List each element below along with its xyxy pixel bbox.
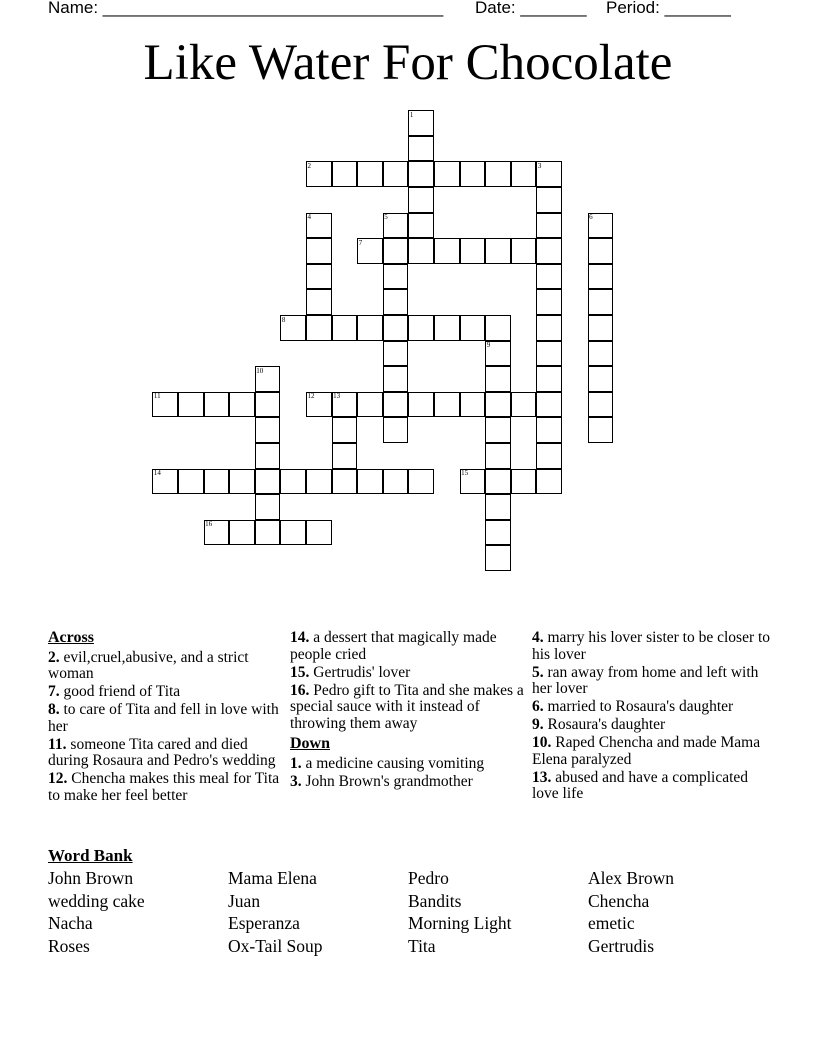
grid-cell[interactable] bbox=[460, 238, 486, 264]
clue-across-11: 11. someone Tita cared and died during Rosaura and Pedro's wedding bbox=[48, 735, 276, 769]
clue-number-label: 8 bbox=[281, 315, 286, 324]
clue-across-8: 8. to care of Tita and fell in love with her bbox=[48, 701, 279, 735]
grid-cell[interactable] bbox=[485, 315, 511, 341]
grid-cell[interactable] bbox=[485, 366, 511, 392]
grid-cell[interactable] bbox=[255, 392, 281, 418]
grid-cell[interactable] bbox=[178, 469, 204, 495]
grid-cell[interactable] bbox=[408, 238, 434, 264]
grid-cell[interactable] bbox=[280, 469, 306, 495]
clue-across-14: 14. a dessert that magically made people cried bbox=[290, 629, 497, 663]
grid-cell[interactable] bbox=[511, 238, 537, 264]
name-field-label: Name: ____________________________________ bbox=[48, 0, 444, 17]
grid-cell[interactable] bbox=[434, 238, 460, 264]
grid-cell[interactable] bbox=[306, 315, 332, 341]
grid-cell[interactable] bbox=[229, 392, 255, 418]
period-field-label: Period: _______ bbox=[606, 0, 731, 17]
grid-cell[interactable] bbox=[536, 315, 562, 341]
grid-cell[interactable] bbox=[588, 289, 614, 315]
grid-cell[interactable] bbox=[383, 469, 409, 495]
grid-cell[interactable] bbox=[536, 238, 562, 264]
grid-cell[interactable] bbox=[357, 469, 383, 495]
grid-cell[interactable] bbox=[306, 238, 332, 264]
down-heading: Down bbox=[290, 735, 331, 752]
word-bank-word: Bandits bbox=[408, 891, 462, 911]
grid-cell[interactable] bbox=[178, 392, 204, 418]
grid-cell[interactable] bbox=[383, 315, 409, 341]
grid-cell[interactable] bbox=[536, 289, 562, 315]
grid-cell[interactable] bbox=[588, 417, 614, 443]
grid-cell[interactable] bbox=[460, 161, 486, 187]
clue-across-12: 12. Chencha makes this meal for Tita to make her feel better bbox=[48, 770, 280, 804]
clues-column-3 bbox=[532, 630, 772, 804]
grid-cell[interactable] bbox=[536, 264, 562, 290]
grid-cell[interactable] bbox=[408, 187, 434, 213]
grid-cell[interactable] bbox=[536, 213, 562, 239]
clue-down-1: 1. a medicine causing vomiting bbox=[290, 754, 485, 772]
clue-down-3: 3. John Brown's grandmother bbox=[290, 772, 473, 790]
word-bank-word: Ox-Tail Soup bbox=[228, 936, 323, 956]
grid-cell[interactable] bbox=[536, 443, 562, 469]
word-bank-word: emetic bbox=[588, 913, 635, 933]
grid-cell[interactable] bbox=[255, 417, 281, 443]
grid-cell[interactable] bbox=[383, 238, 409, 264]
clue-number-label: 5 bbox=[384, 213, 388, 222]
across-heading: Across bbox=[48, 629, 94, 646]
clue-number-label: 11 bbox=[153, 392, 161, 401]
grid-cell[interactable] bbox=[383, 392, 409, 418]
grid-cell[interactable] bbox=[485, 417, 511, 443]
grid-cell[interactable] bbox=[485, 443, 511, 469]
clue-number-label: 13 bbox=[333, 392, 341, 401]
grid-cell[interactable] bbox=[588, 341, 614, 367]
grid-cell[interactable] bbox=[408, 315, 434, 341]
word-bank-heading: Word Bank bbox=[48, 846, 133, 865]
grid-cell[interactable] bbox=[485, 392, 511, 418]
grid-cell[interactable] bbox=[536, 392, 562, 418]
clue-number-label: 15 bbox=[461, 469, 469, 478]
grid-cell[interactable] bbox=[383, 417, 409, 443]
grid-cell[interactable] bbox=[280, 520, 306, 546]
clue-down-9: 9. Rosaura's daughter bbox=[532, 716, 666, 733]
grid-cell[interactable] bbox=[255, 520, 281, 546]
grid-cell[interactable] bbox=[588, 392, 614, 418]
grid-cell[interactable] bbox=[408, 136, 434, 162]
word-bank-word: Juan bbox=[228, 891, 261, 911]
grid-cell[interactable] bbox=[511, 469, 537, 495]
grid-cell[interactable] bbox=[332, 315, 358, 341]
clue-down-10: 10. Raped Chencha and made Mama Elena paralyzed bbox=[532, 734, 761, 768]
clue-number-label: 1 bbox=[409, 110, 414, 119]
grid-cell[interactable] bbox=[460, 392, 486, 418]
clue-across-7: 7. good friend of Tita bbox=[48, 683, 181, 700]
grid-cell[interactable] bbox=[306, 520, 332, 546]
grid-cell[interactable] bbox=[383, 341, 409, 367]
grid-cell[interactable] bbox=[383, 264, 409, 290]
grid-cell[interactable] bbox=[255, 494, 281, 520]
grid-cell[interactable] bbox=[434, 392, 460, 418]
page-title: Like Water For Chocolate bbox=[143, 35, 673, 91]
clue-number-label: 16 bbox=[205, 520, 213, 529]
grid-cell[interactable] bbox=[536, 341, 562, 367]
clue-number-label: 12 bbox=[307, 392, 315, 401]
clue-number-label: 6 bbox=[589, 213, 593, 222]
grid-cell[interactable] bbox=[408, 161, 434, 187]
grid-cell[interactable] bbox=[306, 264, 332, 290]
word-bank-word: John Brown bbox=[48, 868, 134, 888]
word-bank-word: wedding cake bbox=[48, 891, 145, 911]
grid-cell[interactable] bbox=[229, 469, 255, 495]
clue-down-5: 5. ran away from home and left with her lover bbox=[532, 663, 759, 697]
grid-cell[interactable] bbox=[460, 315, 486, 341]
clue-number-label: 14 bbox=[153, 469, 161, 478]
grid-cell[interactable] bbox=[434, 161, 460, 187]
grid-cell[interactable] bbox=[511, 161, 537, 187]
grid-cell[interactable] bbox=[434, 315, 460, 341]
grid-cell[interactable] bbox=[485, 520, 511, 546]
grid-cell[interactable] bbox=[536, 187, 562, 213]
clue-across-16: 16. Pedro gift to Tita and she makes a special sauce with it instead of throwing them away bbox=[290, 681, 524, 732]
word-bank-word: Pedro bbox=[408, 868, 449, 888]
clue-down-4: 4. marry his lover sister to be closer to his lover bbox=[532, 629, 771, 663]
grid-cell[interactable] bbox=[408, 213, 434, 239]
grid-cell[interactable] bbox=[332, 161, 358, 187]
grid-cell[interactable] bbox=[357, 161, 383, 187]
grid-cell[interactable] bbox=[485, 161, 511, 187]
grid-cell[interactable] bbox=[229, 520, 255, 546]
grid-cell[interactable] bbox=[536, 469, 562, 495]
grid-cell[interactable] bbox=[255, 469, 281, 495]
clue-across-2: 2. evil,cruel,abusive, and a strict woman bbox=[48, 648, 249, 682]
clue-number-label: 4 bbox=[307, 213, 311, 222]
grid-cell[interactable] bbox=[511, 392, 537, 418]
word-bank-word: Alex Brown bbox=[588, 868, 675, 888]
grid-cell[interactable] bbox=[485, 545, 511, 571]
grid-cell[interactable] bbox=[383, 161, 409, 187]
clue-number-label: 10 bbox=[256, 366, 264, 375]
grid-cell[interactable] bbox=[536, 366, 562, 392]
grid-cell[interactable] bbox=[204, 392, 230, 418]
grid-cell[interactable] bbox=[408, 469, 434, 495]
grid-cell[interactable] bbox=[485, 238, 511, 264]
grid-cell[interactable] bbox=[485, 469, 511, 495]
word-bank-word: Esperanza bbox=[228, 913, 300, 933]
word-bank-word: Morning Light bbox=[408, 913, 512, 933]
grid-cell[interactable] bbox=[357, 315, 383, 341]
grid-cell[interactable] bbox=[204, 469, 230, 495]
grid-cell[interactable] bbox=[536, 417, 562, 443]
word-bank-word: Tita bbox=[408, 936, 436, 956]
grid-cell[interactable] bbox=[588, 315, 614, 341]
word-bank-word: Nacha bbox=[48, 913, 93, 933]
clue-down-6: 6. married to Rosaura's daughter bbox=[532, 698, 734, 715]
grid-cell[interactable] bbox=[408, 392, 434, 418]
clue-number-label: 2 bbox=[307, 161, 311, 170]
grid-cell[interactable] bbox=[588, 238, 614, 264]
word-bank-word: Gertrudis bbox=[588, 936, 655, 956]
grid-cell[interactable] bbox=[255, 443, 281, 469]
clue-number-label: 3 bbox=[537, 161, 542, 170]
date-field-label: Date: _______ bbox=[475, 0, 587, 17]
clues-column-2 bbox=[290, 630, 525, 792]
clue-number-label: 9 bbox=[486, 341, 491, 350]
grid-cell[interactable] bbox=[485, 494, 511, 520]
grid-cell[interactable] bbox=[306, 469, 332, 495]
clue-number-label: 7 bbox=[358, 238, 363, 247]
clue-down-13: 13. abused and have a complicated love life bbox=[532, 768, 749, 802]
grid-cell[interactable] bbox=[383, 366, 409, 392]
grid-cell[interactable] bbox=[332, 443, 358, 469]
grid-cell[interactable] bbox=[332, 417, 358, 443]
grid-cell[interactable] bbox=[588, 264, 614, 290]
grid-cell[interactable] bbox=[332, 469, 358, 495]
grid-cell[interactable] bbox=[383, 289, 409, 315]
word-bank-word: Chencha bbox=[588, 891, 650, 911]
word-bank-word: Roses bbox=[48, 936, 90, 956]
word-bank-word: Mama Elena bbox=[228, 868, 317, 888]
clues-column-1 bbox=[48, 630, 283, 806]
grid-cell[interactable] bbox=[306, 289, 332, 315]
grid-cell[interactable] bbox=[357, 392, 383, 418]
clue-across-15: 15. Gertrudis' lover bbox=[290, 663, 411, 681]
grid-cell[interactable] bbox=[588, 366, 614, 392]
